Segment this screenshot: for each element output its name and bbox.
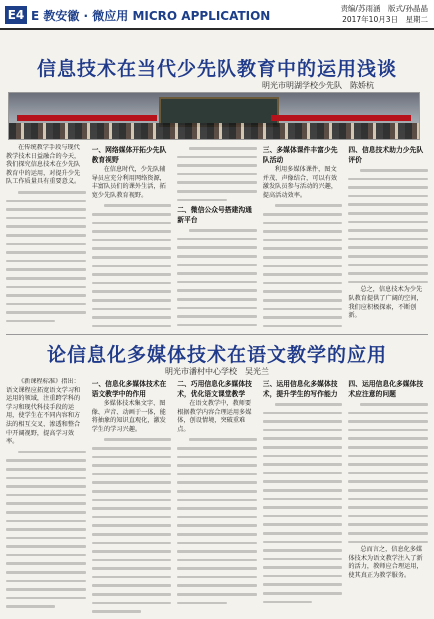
masthead-meta [340, 3, 428, 25]
article2-intro: 《新课程标准》指出：语文课程应拓宽语文学习和运用的领域，注重跨学科的学习和现代科技手段的运用，使学生在不同内容和方法的相互交叉、渗透和整合中开阔视野，提高学习效率。 [6, 378, 81, 446]
article1-section-1-heading: 一、网络媒体开拓少先队教育视野 [91, 146, 167, 164]
article1-closing: 总之，信息技术为少先队教育提供了广阔的空间，我们应积极探索，不断创新。 [348, 286, 423, 320]
date-line: 2017年10月3日 星期二 [342, 15, 428, 24]
article1-section-1-text: 在信息时代，少先队辅导员应充分利用网络资源，丰富队员们的课外生活，拓宽少先队教育视野。 [91, 166, 166, 199]
photo-students [9, 123, 419, 139]
article-young-pioneers [0, 32, 434, 333]
section-title: E 教安徽 · 微应用 MICRO APPLICATION [31, 9, 271, 23]
article2-section-2-heading: 二、巧用信息化多媒体技术，优化语文课堂教学 [177, 380, 252, 398]
article2-byline: 明光市潘村中心学校 吴光兰 [165, 367, 269, 376]
article-chinese-teaching [0, 336, 434, 619]
article2-column-3 [177, 378, 257, 616]
article2-section-1-heading: 一、信息化多媒体技术在语文教学中的作用 [91, 380, 167, 398]
photo-red-banner-right [271, 115, 411, 121]
article2-section-2-text: 在语文教学中，教师要根据教学内容合理运用多媒体，创设情境，突破重难点。 [177, 400, 252, 433]
article2-column-5 [348, 378, 428, 616]
article2-headline: 论信息化多媒体技术在语文教学的应用 [46, 344, 387, 366]
article1-section-2-heading: 二、微信公众号搭建沟通新平台 [177, 206, 252, 225]
article1-headline: 信息技术在当代少先队教育中的运用浅谈 [36, 58, 397, 80]
article2-column-1 [6, 378, 86, 616]
article1-column-3 [177, 144, 257, 330]
article-divider [6, 334, 428, 335]
article2-column-2 [92, 378, 172, 616]
editor-line: 责编/苏雨涵 版式/孙晶晶 [340, 4, 428, 13]
article2-section-3-heading: 三、运用信息化多媒体技术，提升学生的写作能力 [262, 380, 338, 398]
article1-byline: 明光市明湖学校少先队 陈娇杭 [262, 81, 374, 90]
article1-section-3-text: 利用多媒体课件，图文并茂、声像结合，可以有效激发队员参与活动的兴趣，提高活动效率。 [262, 166, 338, 199]
article2-section-1-text: 多媒体技术集文字、图像、声音、动画于一体，能将抽象的知识直观化，激发学生的学习兴趣。 [91, 400, 166, 433]
article1-column-2 [92, 144, 172, 330]
article1-intro: 在传统教学手段与现代教学技术日益融合的今天，我们探究信息技术在少先队教育中的运用，对提升少先队工作质量具有重要意义。 [6, 144, 81, 186]
article1-columns [6, 144, 428, 330]
article1-column-4 [263, 144, 343, 330]
article1-column-1 [6, 144, 86, 330]
page-number: E4 [5, 6, 27, 24]
article2-column-4 [263, 378, 343, 616]
article1-section-4-heading: 四、信息技术助力少先队评价 [348, 146, 424, 164]
article1-column-5 [348, 144, 428, 330]
article2-columns [6, 378, 428, 616]
article1-photo [8, 92, 420, 140]
article2-closing: 总而言之，信息化多媒体技术为语文教学注入了新的活力，教师应合理运用，使其真正为教学服务。 [348, 546, 423, 579]
article2-section-4-heading: 四、运用信息化多媒体技术应注意的问题 [348, 380, 424, 398]
article1-section-3-heading: 三、多媒体课件丰富少先队活动 [262, 146, 338, 164]
masthead [0, 0, 434, 30]
photo-red-banner-left [17, 115, 157, 121]
